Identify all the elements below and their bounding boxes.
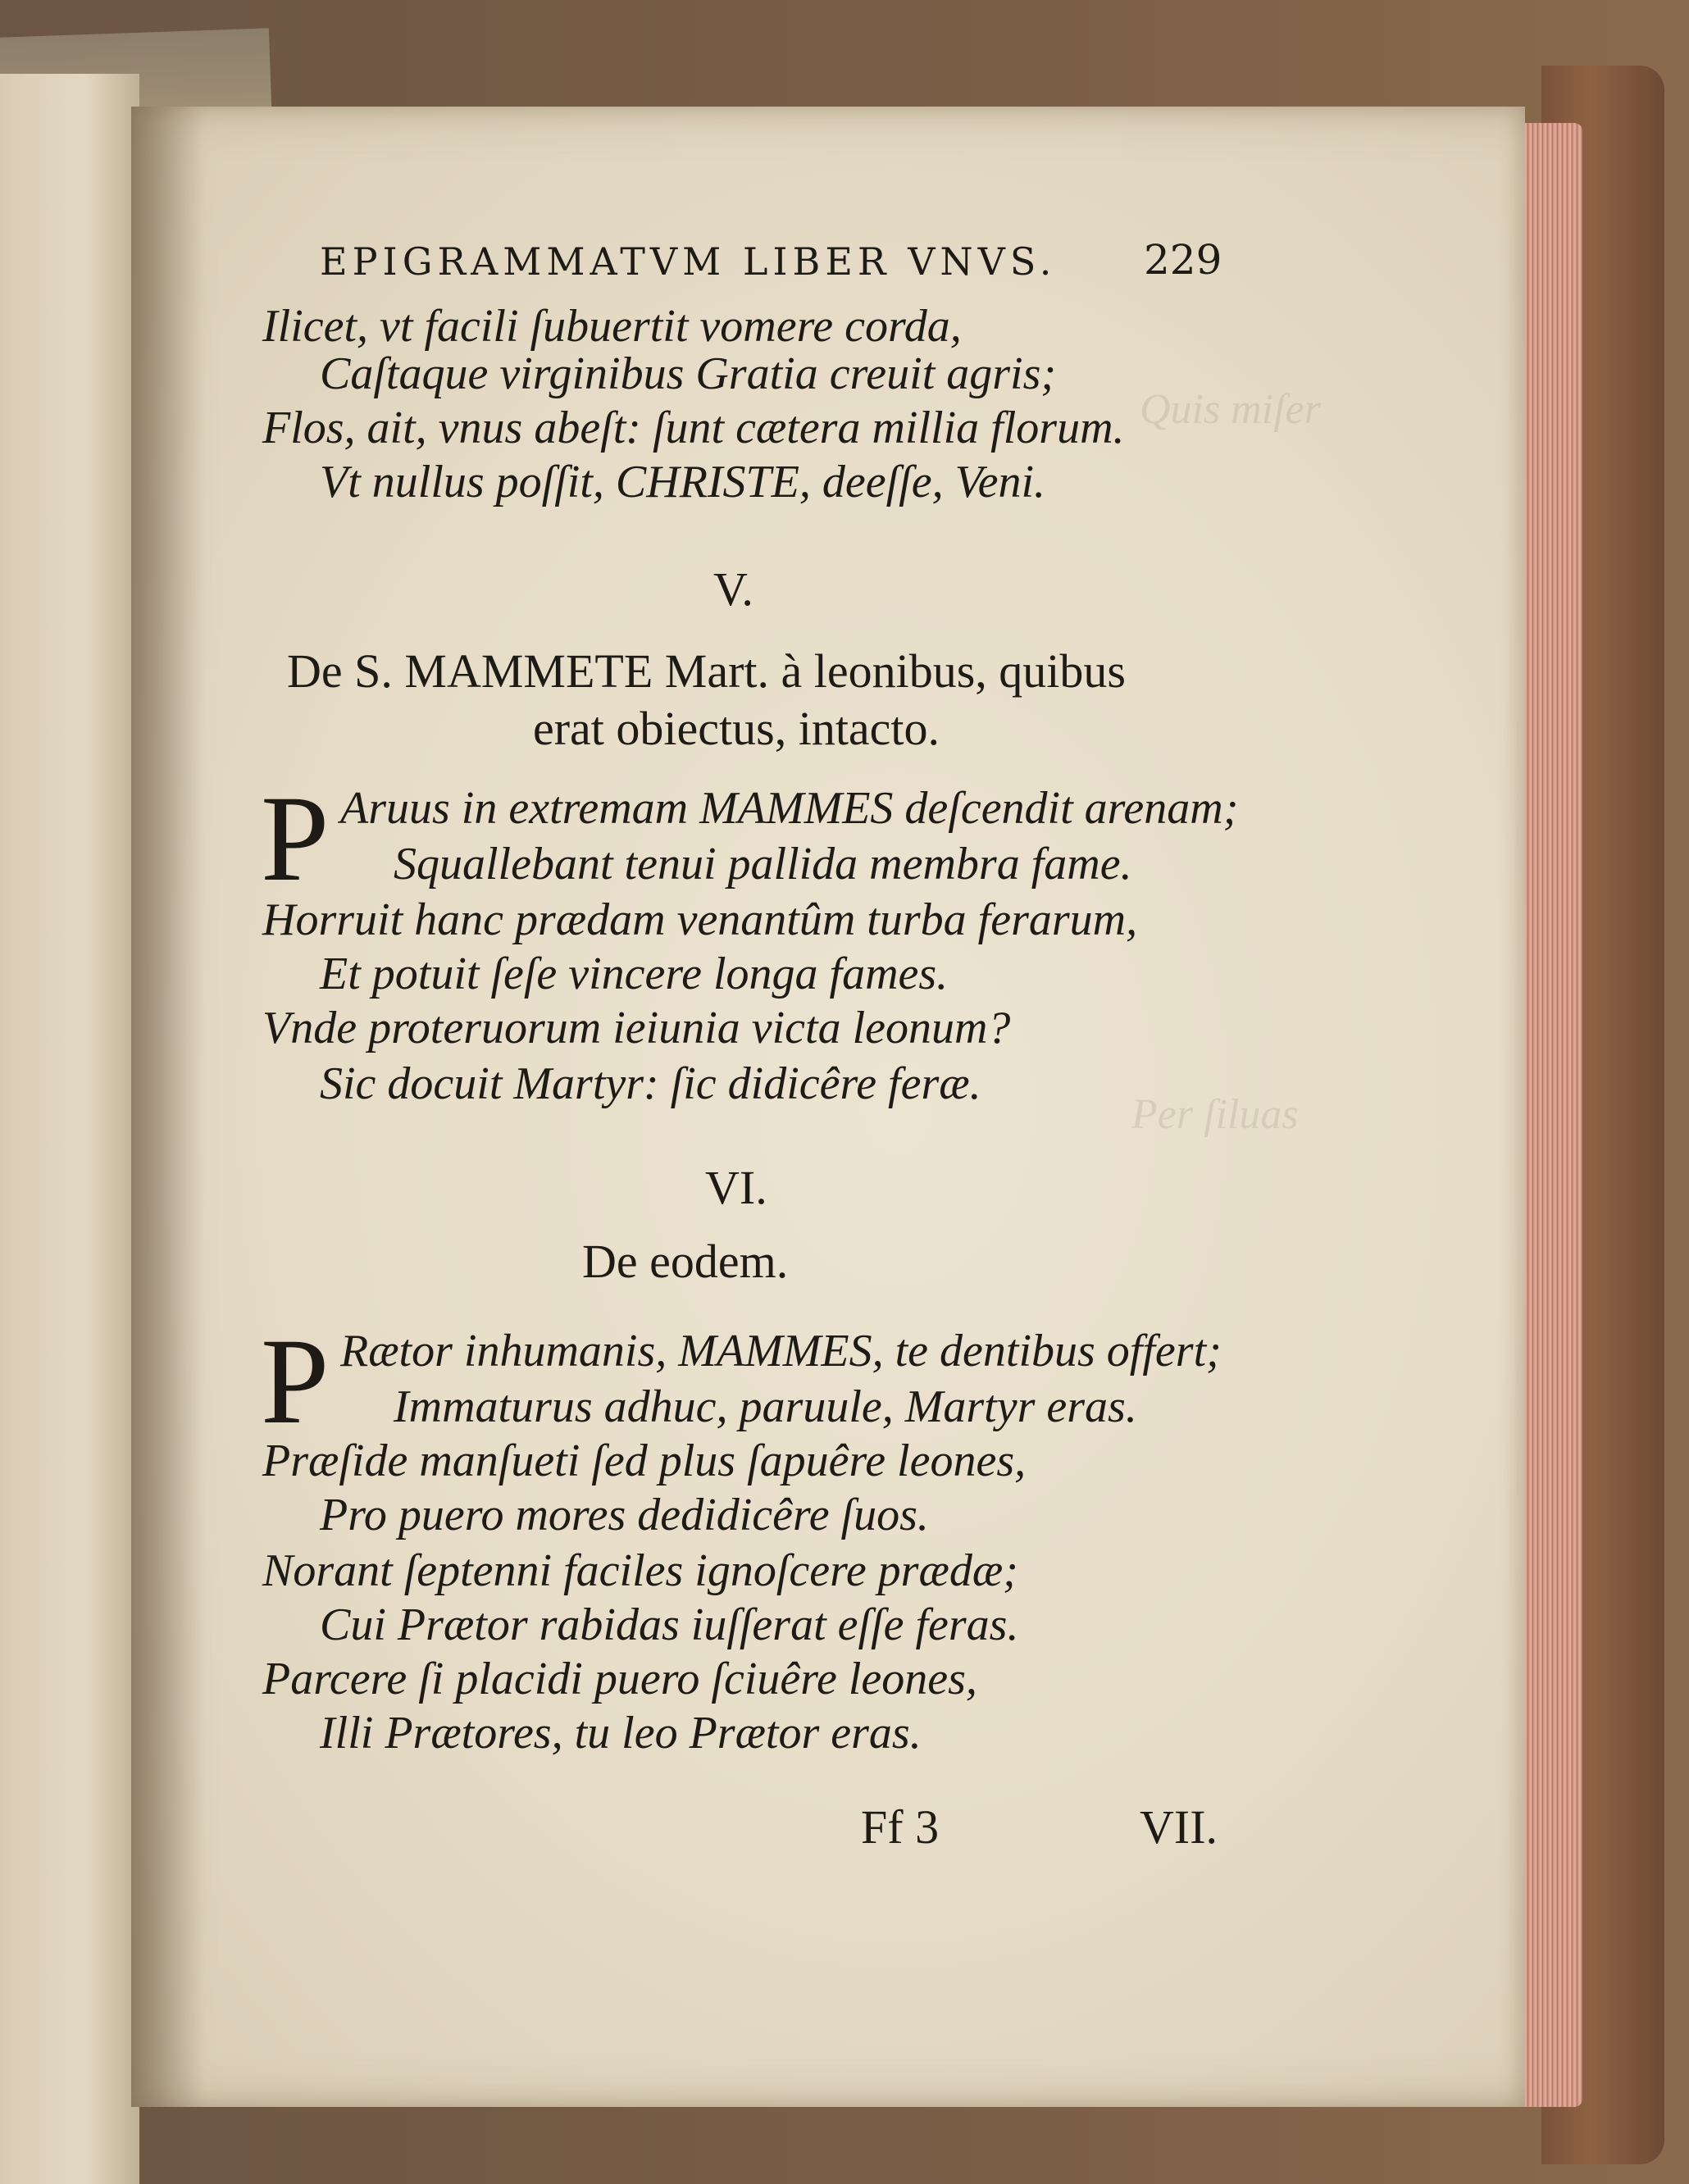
verse-line: Rætor inhumanis, MAMMES, te dentibus offert; [340,1326,1222,1376]
show-through-decoration: Quis miſer [1140,386,1321,433]
page-number: 229 [1144,236,1222,284]
signature-mark: Ff 3 [861,1800,940,1854]
gutter-shadow [131,107,205,2107]
verse-line: Vt nullus poſſit, CHRISTE, deeſſe, Veni. [320,457,1046,507]
verse-line: Cui Prætor rabidas iuſſerat eſſe feras. [320,1599,1019,1650]
drop-cap: P [261,1313,330,1449]
catchword: VII. [1140,1800,1218,1854]
drop-cap: P [261,771,330,907]
verse-line: Et potuit ſeſe vincere longa fames. [320,949,949,999]
verse-line: Squallebant tenui pallida membra fame. [394,839,1132,890]
verse-line: Illi Prætores, tu leo Prætor eras. [320,1708,922,1759]
verse-line: Pro puero mores dedidicêre ſuos. [320,1490,929,1540]
epigram-title: De eodem. [582,1235,789,1288]
show-through-decoration: Per ſiluas [1131,1091,1299,1138]
verse-line: Præſide manſueti ſed plus ſapuêre leones, [262,1436,1027,1486]
verse-line: Caſtaque virginibus Gratia creuit agris; [320,348,1057,399]
left-page-edge [0,74,139,2184]
verse-line: Flos, ait, vnus abeſt: ſunt cætera millia florum. [262,403,1125,453]
verse-line: Horruit hanc prædam venantûm turba ferarum, [262,894,1138,945]
epigram-title: erat obiectus, intacto. [533,702,940,755]
verse-line: Vnde proteruorum ieiunia victa leonum? [262,1003,1011,1053]
verse-line: Sic docuit Martyr: ſic didicêre feræ. [320,1058,981,1109]
verse-line: Norant ſeptenni faciles ignoſcere prædæ; [262,1545,1018,1596]
verse-line: Immaturus adhuc, paruule, Martyr eras. [394,1381,1137,1432]
epigram-number: VI. [705,1161,767,1214]
running-title: EPIGRAMMATVM LIBER VNVS. [320,239,1057,284]
epigram-number: V. [713,562,753,616]
epigram-title: De S. MAMMETE Mart. à leonibus, quibus [287,644,1126,698]
verse-line: Aruus in extremam MAMMES deſcendit arenam; [340,783,1239,834]
verse-line: Parcere ſi placidi puero ſciuêre leones, [262,1654,977,1704]
verse-line: Ilicet, vt facili ſubuertit vomere corda, [262,301,962,352]
